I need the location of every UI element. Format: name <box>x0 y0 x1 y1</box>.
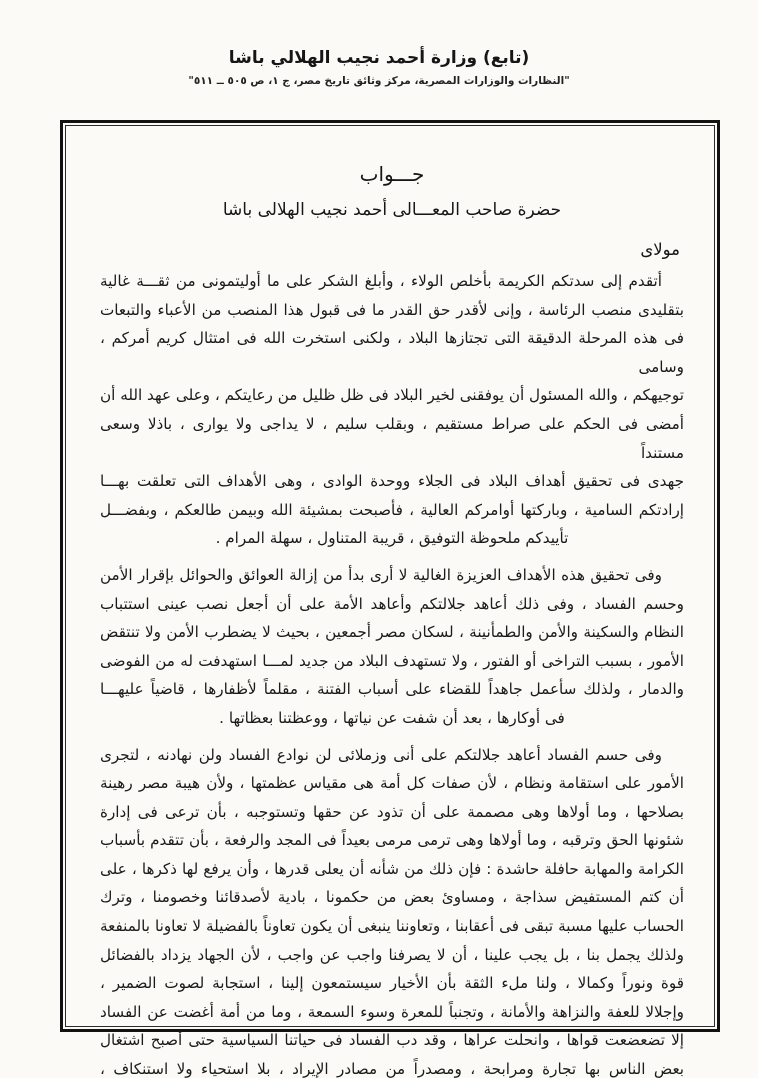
text-line: والدمار ، ولذلك سأعمل جاهداً للقضاء على أسباب الفتنة ، مقلماً لأظفارها ، قاضياً عليهـــا <box>100 680 684 699</box>
text-line: وفى حسم الفساد أعاهد جلالتكم على أنى وزملائى لن نوادع الفساد ولن نهادنه ، لتجرى <box>100 745 662 764</box>
text-line: قوة ونوراً وكمالا ، ولنا ملء الثقة بأن الأخيار سيستمعون إلينا ، استجابة لصوت الضمير ، <box>100 974 684 993</box>
text-line: شئونها الحق وترقبه ، وما أولاها وهى ترمى مرمى بعيداً فى المجد والرفعة ، بأن تتقدم بأسباب <box>100 831 684 850</box>
letter-salutation: مولاى <box>640 240 680 259</box>
text-line: إلا تضعضعت قواها ، وانحلت عراها ، وقد دب الفساد فى حياتنا السياسية حتى أصبح اشتغال <box>100 1031 684 1050</box>
text-line: الحساب عليها مسبة تبقى فى أعقابنا ، وتعاوننا ينبغى أن يكون تعاوناً بالفضيلة لا تعاونا بالمنفعة <box>100 917 684 936</box>
text-line: الأمور ، بسبب التراخى أو الفتور ، ولا تستهدف البلاد من جديد لمـــا استهدفت له من الفوضى <box>100 651 684 670</box>
text-line: ولذلك يجمل بنا ، بل يجب علينا ، أن لا يصرفنا واجب عن واجب ، لأن الجهاد يزداد بالفضائل <box>100 945 684 964</box>
text-line: أتقدم إلى سدتكم الكريمة بأخلص الولاء ، وأبلغ الشكر على ما أوليتمونى من ثقـــة غالية <box>100 272 662 290</box>
letter-recipient: حضرة صاحب المعـــالى أحمد نجيب الهلالى باشا <box>222 200 562 220</box>
text-line: توجيهكم ، والله المسئول أن يوفقنى لخير البلاد فى ظل ظليل من رعايتكم ، وعلى عهد الله أن <box>100 386 684 405</box>
paragraph <box>100 741 684 1078</box>
letter-frame <box>60 120 720 1078</box>
text-line: وإجلالا للعفة والنزاهة والأمانة ، وتجنباً للمعرة وسوء السمعة ، وما من أمة أغضت عن الفساد <box>100 1002 684 1021</box>
paragraph <box>100 561 684 733</box>
letter-heading: جـــواب <box>359 162 425 186</box>
letter-frame-inner <box>65 125 715 1078</box>
text-line: وحسم الفساد ، وفى ذلك أعاهد جلالتكم وأعاهد الأمة على أن أجعل نصب عينى استتباب <box>100 594 684 613</box>
text-line: النظام والسكينة والأمن والطمأنينة ، لسكان مصر أجمعين ، بحيث لا يضطرب الأمن ولا تنتقض <box>100 623 684 642</box>
text-line: أن كتم المستفيض سذاجة ، ومساوئ بعض من حكمونا ، بادية لأصدقائنا وخصومنا ، وترك <box>100 888 684 907</box>
text-line: بتقليدى منصب الرئاسة ، وإنى لأقدر حق القدر ما فى قبول هذا المنصب من الأعباء والتبعات <box>100 300 684 319</box>
paragraph <box>100 267 684 553</box>
text-line: الكرامة والمهابة حافلة حاشدة : فإن ذلك من شأنه أن يعلى قدرها ، وأن يرفع لها ذكرها ، على <box>100 859 684 878</box>
text-line: وفى تحقيق هذه الأهداف العزيزة الغالية لا أرى بدأ من إزالة العوائق والحوائل بإقرار الأمن <box>100 565 662 584</box>
text-line: بعض الناس بها تجارة ومرابحة ، ومصدراً من مصادر الإيراد ، بلا استحياء ولا استنكاف ، <box>100 1060 684 1078</box>
letter-paragraphs <box>100 267 684 1078</box>
page-title: (تابع) وزارة أحمد نجيب الهلالي باشا <box>228 48 530 68</box>
text-line: جهدى فى تحقيق أهداف البلاد فى الجلاء ووحدة الوادى ، وهى الأهداف التى تعلقت بهـــا <box>100 472 684 491</box>
text-line: تأييدكم ملحوظة التوفيق ، قريبة المتناول ، سهلة المرام . <box>215 529 569 548</box>
text-line: إرادتكم السامية ، وباركتها أوامركم العالية ، فأصبحت بمشيئة الله وبيمن طالعكم ، وبفضـــل <box>100 500 684 519</box>
text-line: الأمور على استقامة ونظام ، لأن صفات كل أمة هى مقياس عظمتها ، ولأن هيبة مصر رهينة <box>100 774 684 793</box>
text-line: فى أوكارها ، بعد أن شفت عن نياتها ، ووعظتنا بعظاتها . <box>219 708 565 727</box>
text-line: فى هذه المرحلة الدقيقة التى تجتازها البلاد ، ولكنى استخرت الله فى امتثال كريم أمركم ، وسامى <box>100 329 684 376</box>
text-line: بصلاحها ، وما أولاها وهى مصممة على أن تذود عن حقها وتستوجبه ، بأن ترعى فى إدارة <box>100 802 684 821</box>
text-line: أمضى فى الحكم على صراط مستقيم ، وبقلب سليم ، لا يداجى ولا يوارى ، باذلا وسعى مستنداً <box>100 414 684 462</box>
source-citation: "النظارات والوزارات المصرية، مركز وثائق تاريخ مصر، ج ١، ص ٥٠٥ ــ ٥١١" <box>188 75 570 87</box>
